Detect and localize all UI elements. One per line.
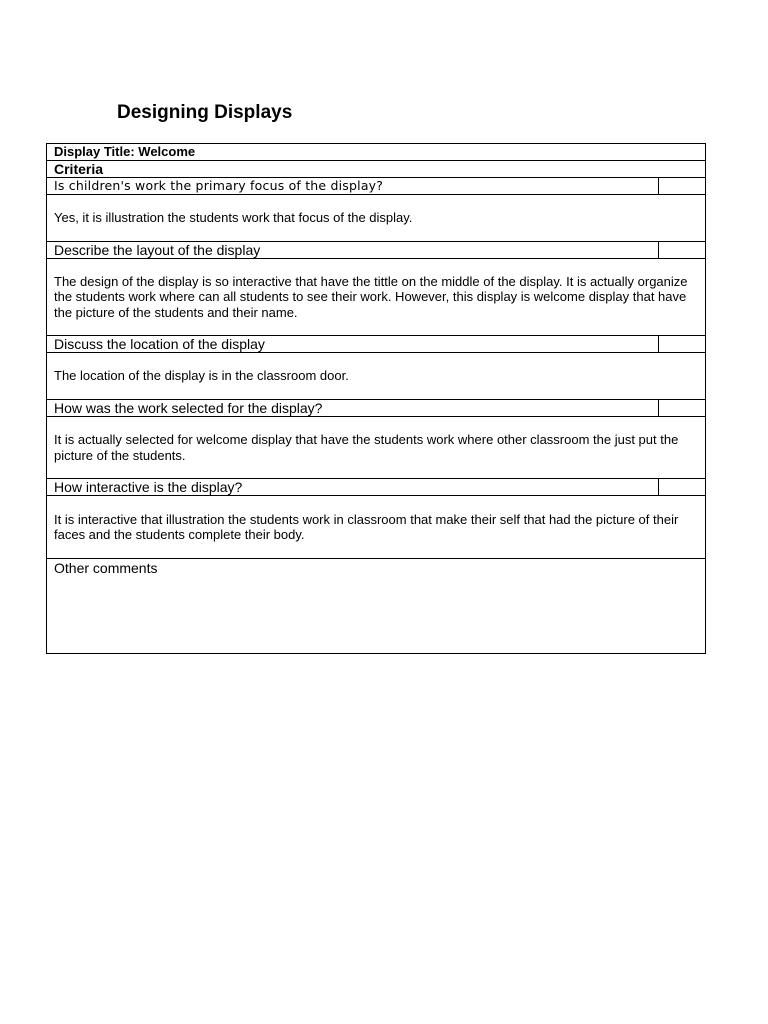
check-box[interactable]	[659, 178, 705, 194]
question-text: How was the work selected for the display?	[47, 400, 659, 416]
answer-text: It is actually selected for welcome display that have the students work where other classroom the just put the picture of the students.	[54, 432, 679, 463]
question-row	[47, 400, 705, 417]
answer-row	[47, 353, 705, 400]
question-row	[47, 242, 705, 259]
answer-text: It is interactive that illustration the students work in classroom that make their self that had the picture of their faces and the students complete their body.	[54, 511, 679, 542]
question-row	[47, 178, 705, 195]
criteria-table	[46, 143, 706, 654]
question-row	[47, 336, 705, 353]
criteria-label: Criteria	[47, 161, 705, 178]
answer-row	[47, 195, 705, 242]
other-comments-area[interactable]	[47, 559, 705, 653]
page-title: Designing Displays	[117, 102, 293, 123]
answer-row	[47, 496, 705, 559]
other-comments-label: Other comments	[54, 560, 158, 576]
question-text: Discuss the location of the display	[47, 336, 659, 352]
check-box[interactable]	[659, 336, 705, 352]
answer-text: The location of the display is in the classroom door.	[54, 368, 349, 384]
check-box[interactable]	[659, 479, 705, 495]
display-title-label: Display Title: Welcome	[47, 144, 705, 161]
answer-row	[47, 259, 705, 336]
question-row	[47, 479, 705, 496]
answer-text: Yes, it is illustration the students work that focus of the display.	[54, 210, 413, 226]
question-text: Is children's work the primary focus of the display?	[47, 178, 659, 194]
question-text: Describe the layout of the display	[47, 242, 659, 258]
check-box[interactable]	[659, 400, 705, 416]
check-box[interactable]	[659, 242, 705, 258]
question-text: How interactive is the display?	[47, 479, 659, 495]
answer-text: The design of the display is so interactive that have the tittle on the middle of the display. It is actually organize the students work where can all students to see their work. However, this display is welcome display that have the picture of the students and their name.	[54, 273, 688, 320]
answer-row	[47, 417, 705, 479]
